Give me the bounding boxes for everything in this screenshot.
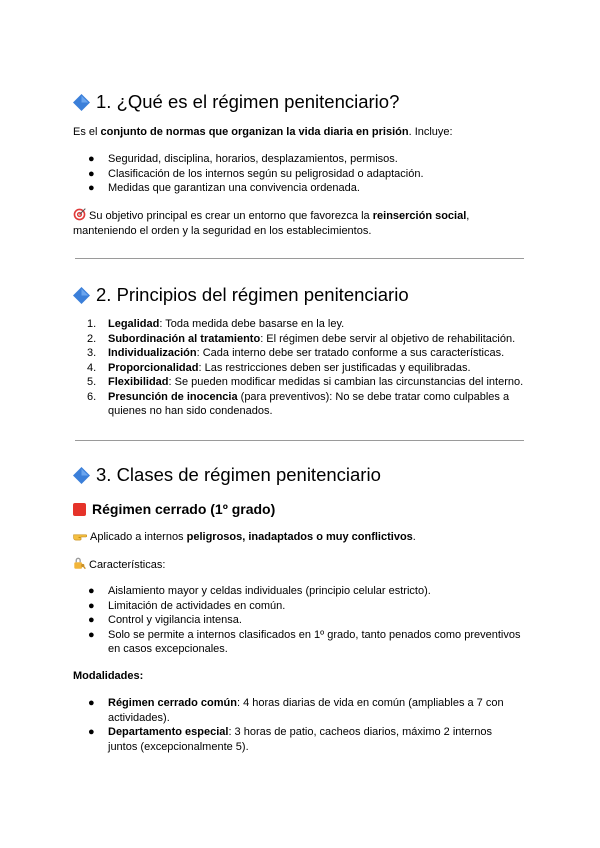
principles-list bbox=[73, 317, 533, 419]
features-label: Características: bbox=[73, 557, 533, 573]
closed-regime-applied: Aplicado a internos peligrosos, inadaptados o muy conflictivos. bbox=[73, 530, 533, 545]
pointing-hand-icon bbox=[73, 530, 87, 542]
blue-diamond-icon bbox=[73, 287, 90, 304]
section3-heading bbox=[73, 464, 381, 486]
list-item: ● Régimen cerrado común: 4 horas diarias de vida en común (ampliables a 7 con actividades). bbox=[88, 697, 504, 724]
list-item: ● Seguridad, disciplina, horarios, desplazamientos, permisos. bbox=[88, 153, 398, 165]
modalities-label: Modalidades: bbox=[73, 670, 144, 682]
closed-regime-heading: Régimen cerrado (1º grado) bbox=[73, 500, 275, 518]
divider bbox=[75, 440, 524, 441]
list-item: 6. Presunción de inocencia (para preventivos): No se debe tratar como culpables a quienes no han sido condenados. bbox=[87, 390, 510, 417]
list-item: 1. Legalidad: Toda medida debe basarse en la ley. bbox=[87, 318, 345, 330]
list-item: ● Departamento especial: 3 horas de patio, cacheos diarios, máximo 2 internos juntos (excepcionalmente 5). bbox=[88, 726, 492, 753]
list-item: ● Solo se permite a internos clasificados en 1º grado, tanto penados como preventivos en casos excepcionales. bbox=[88, 628, 521, 655]
section2-title: 2. Principios del régimen penitenciario bbox=[96, 284, 409, 305]
target-icon bbox=[73, 208, 86, 221]
list-item: 5. Flexibilidad: Se pueden modificar medidas si cambian las circunstancias del interno. bbox=[87, 376, 524, 388]
red-square-icon bbox=[73, 503, 86, 516]
list-item: ● Control y vigilancia intensa. bbox=[88, 614, 242, 626]
features-list bbox=[73, 584, 533, 657]
section1-bullets bbox=[73, 152, 533, 196]
section2-heading bbox=[73, 284, 409, 306]
section1-goal: Su objetivo principal es crear un entorno que favorezca la reinserción social, manteniendo el orden y la seguridad en los establecimientos. bbox=[73, 210, 470, 237]
list-item: ● Limitación de actividades en común. bbox=[88, 599, 286, 612]
blue-diamond-icon bbox=[73, 94, 90, 111]
modalities-list bbox=[73, 696, 533, 754]
section1-intro: Es el conjunto de normas que organizan la vida diaria en prisión. Incluye: bbox=[73, 126, 453, 138]
blue-diamond-icon bbox=[73, 467, 90, 484]
list-item: 3. Individualización: Cada interno debe ser tratado conforme a sus características. bbox=[87, 347, 505, 359]
section1-heading bbox=[73, 91, 399, 113]
divider bbox=[75, 258, 524, 259]
lock-key-icon bbox=[73, 557, 86, 570]
section3-title: 3. Clases de régimen penitenciario bbox=[96, 464, 381, 485]
section1-title: 1. ¿Qué es el régimen penitenciario? bbox=[96, 91, 400, 112]
list-item: 2. Subordinación al tratamiento: El régimen debe servir al objetivo de rehabilitación. bbox=[87, 332, 516, 345]
list-item: 4. Proporcionalidad: Las restricciones deben ser justificadas y equilibradas. bbox=[87, 361, 471, 374]
list-item: ● Medidas que garantizan una convivencia ordenada. bbox=[88, 182, 360, 194]
list-item: ● Aislamiento mayor y celdas individuales (principio celular estricto). bbox=[88, 585, 431, 597]
list-item: ● Clasificación de los internos según su peligrosidad o adaptación. bbox=[88, 167, 424, 180]
